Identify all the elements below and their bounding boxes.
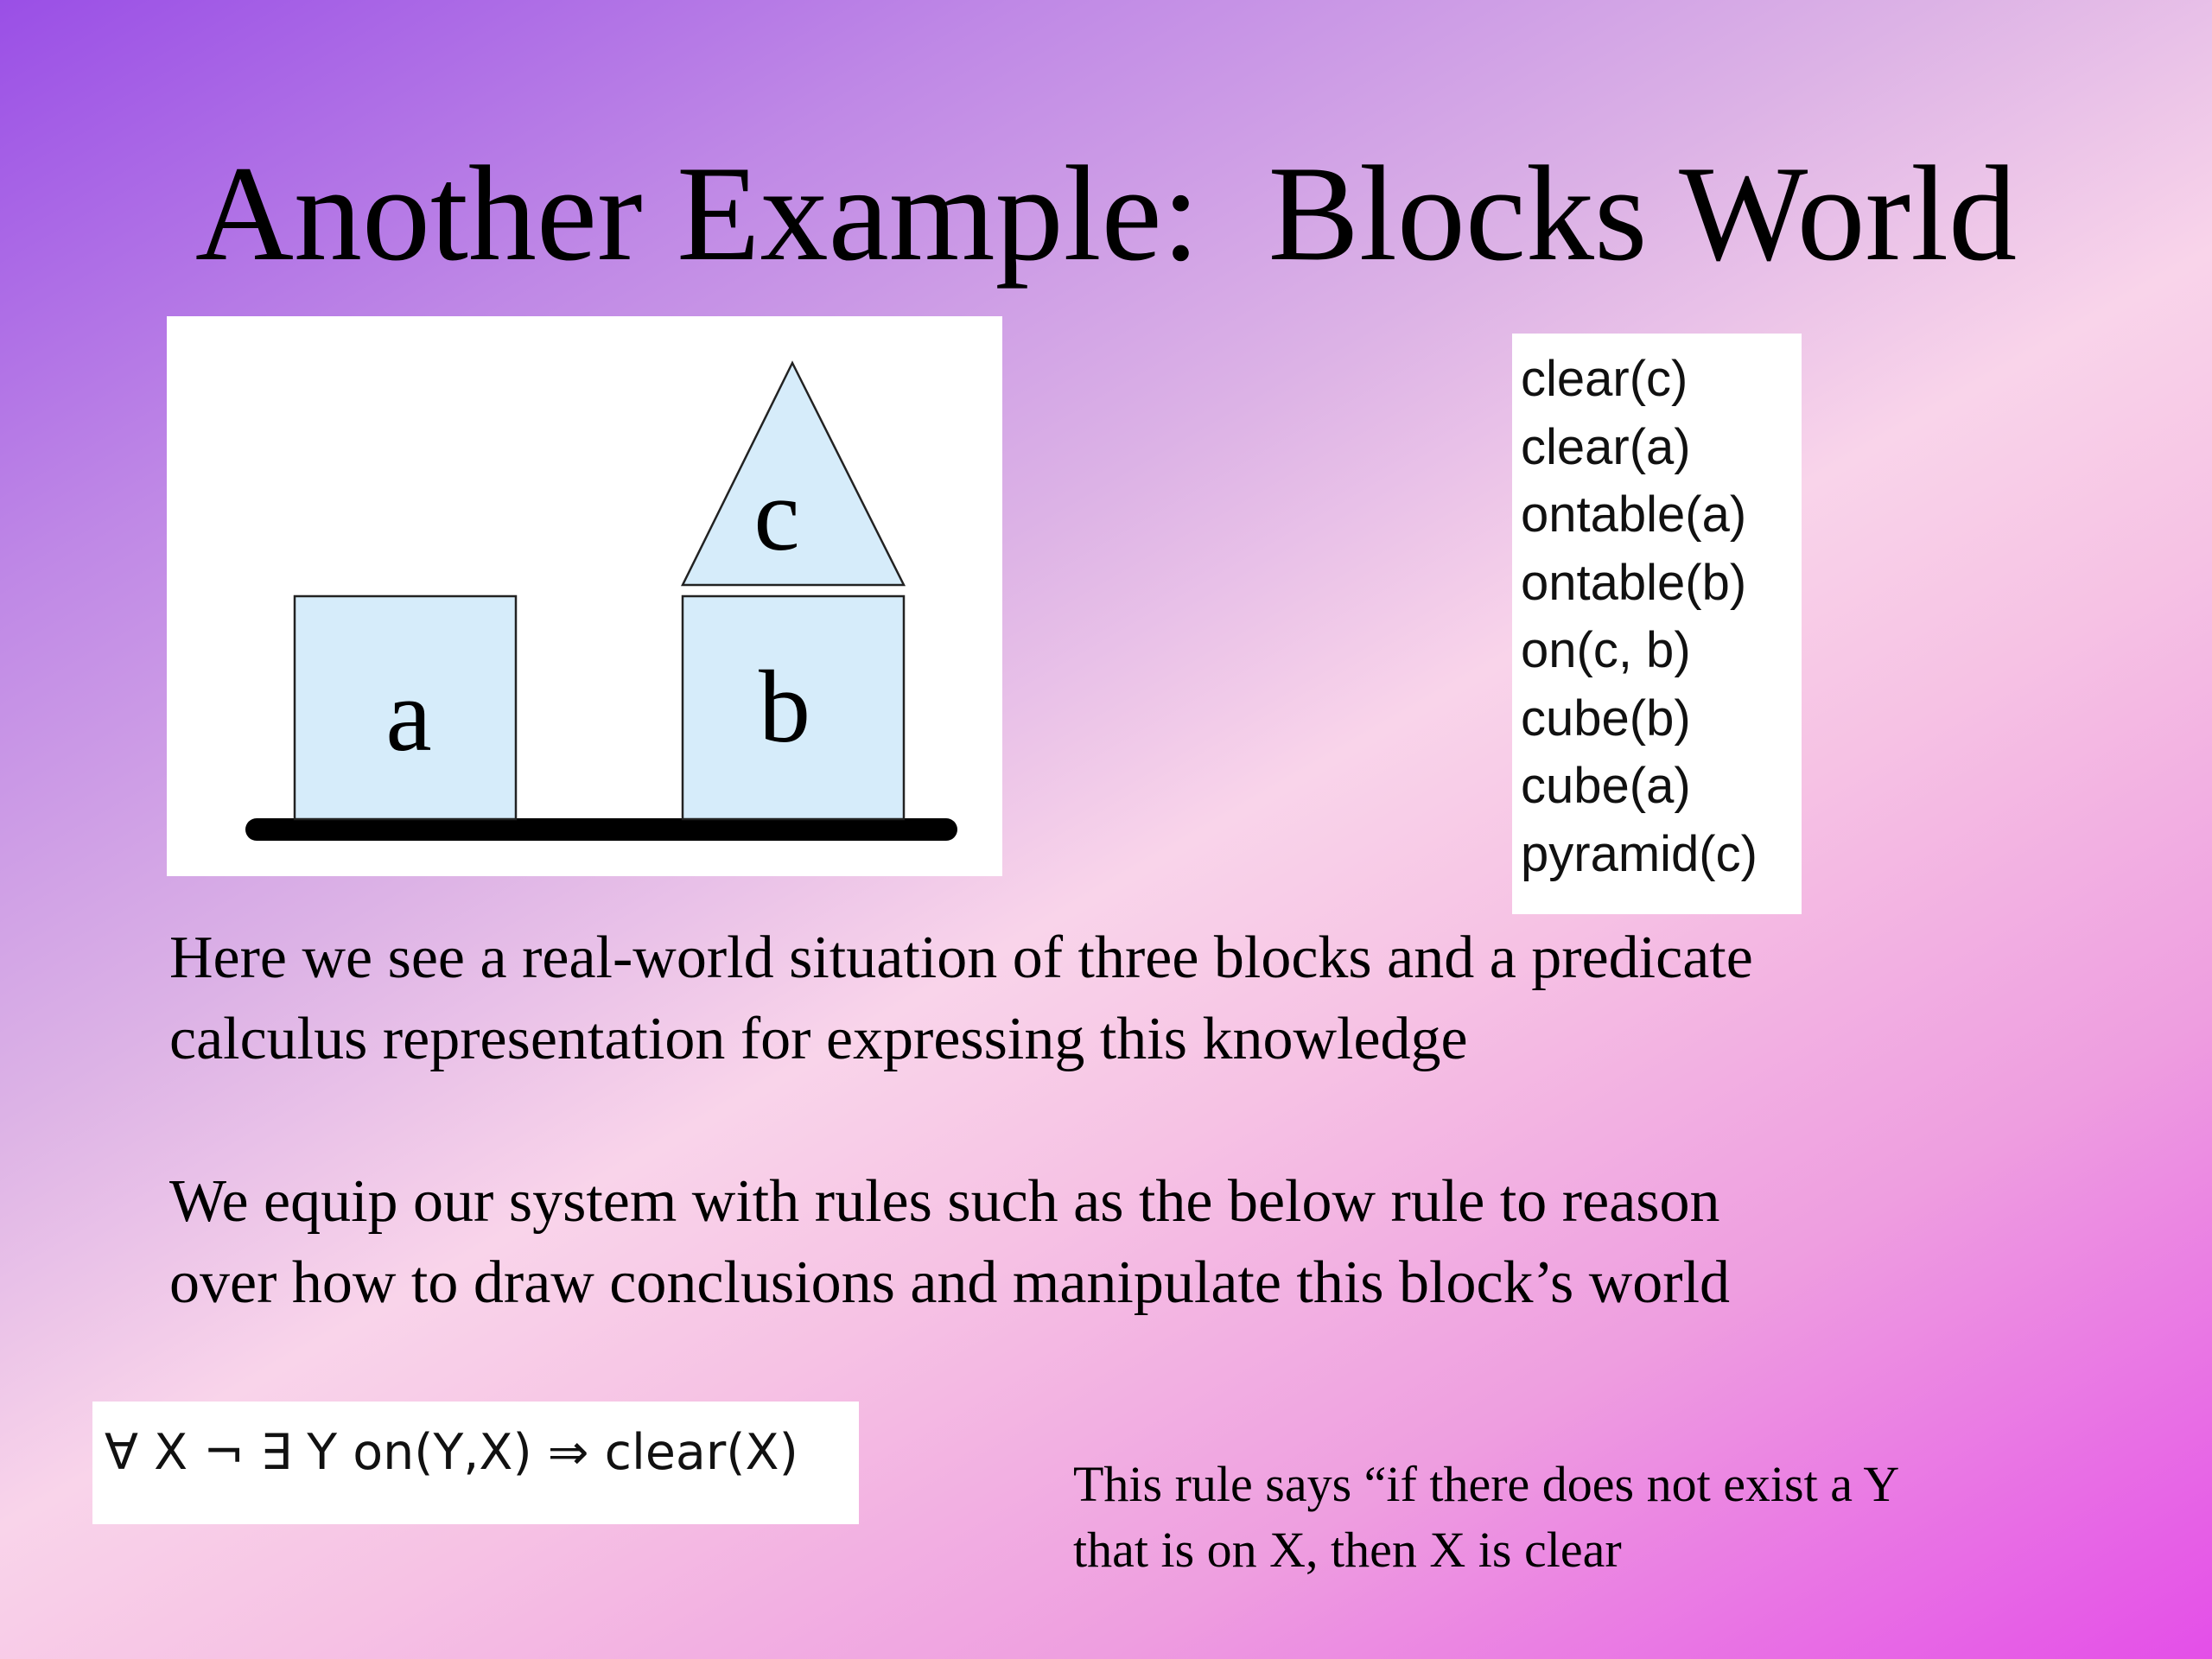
block-a-label: a <box>385 658 432 772</box>
slide-title: Another Example: Blocks World <box>194 138 2018 289</box>
rule-caption <box>1073 1452 2110 1583</box>
block-b-label: b <box>759 649 810 764</box>
paragraph-line: Here we see a real-world situation of three blocks and a predicate <box>169 925 1753 991</box>
fact-item: clear(a) <box>1521 418 1691 475</box>
fact-item: ontable(a) <box>1521 486 1747 543</box>
caption-line: This rule says “if there does not exist a Y <box>1073 1456 1900 1512</box>
predicate-facts-list <box>1512 334 1802 914</box>
rule-formula: ∀ X ¬ ∃ Y on(Y,X) ⇒ clear(X) <box>92 1402 859 1524</box>
pyramid-c-label: c <box>753 457 800 572</box>
description-paragraph-1 <box>169 918 2157 1080</box>
fact-item: cube(b) <box>1521 690 1691 747</box>
paragraph-line: We equip our system with rules such as the below rule to reason <box>169 1168 1720 1235</box>
fact-item: on(c, b) <box>1521 622 1691 678</box>
blocks-world-diagram <box>167 316 1002 876</box>
paragraph-line: over how to draw conclusions and manipulate this block’s world <box>169 1249 1731 1316</box>
caption-line: that is on X, then X is clear <box>1073 1522 1622 1578</box>
fact-item: pyramid(c) <box>1521 825 1758 882</box>
description-paragraph-2 <box>169 1161 2157 1324</box>
fact-item: clear(c) <box>1521 351 1688 407</box>
fact-item: ontable(b) <box>1521 554 1747 611</box>
fact-item: cube(a) <box>1521 758 1691 814</box>
blocks-world-figure <box>167 316 1002 876</box>
paragraph-line: calculus representation for expressing this knowledge <box>169 1006 1468 1072</box>
